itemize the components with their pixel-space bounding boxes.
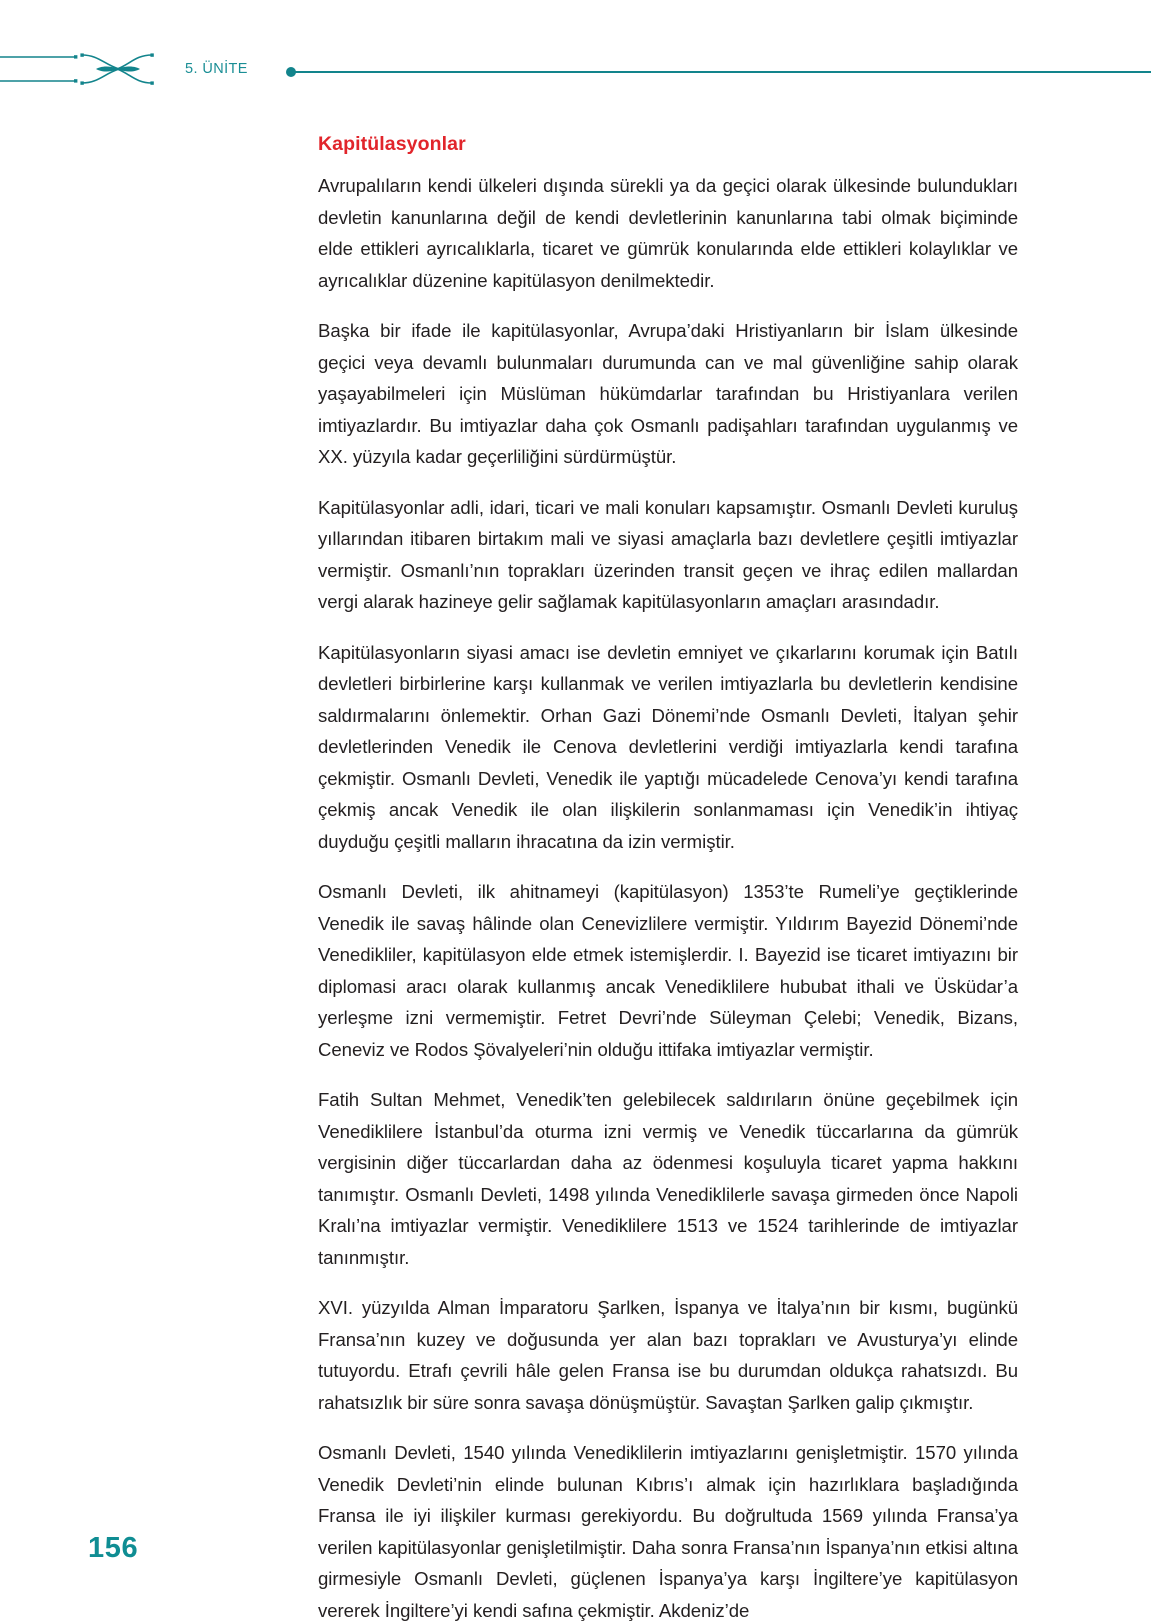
paragraph: Avrupalıların kendi ülkeleri dışında sürekli ya da geçici olarak ülkesinde bulundukları devletin kanunlarına değil de kendi devletlerinin kanunlarına tabi olmak biçiminde elde ettikleri ayrıcalıklarla, ticaret ve gümrük konularında elde ettikleri kolaylıklar ve ayrıcalıklar düzenine kapitülasyon denilmektedir. [318,175,1018,291]
page-number: 156 [88,1532,139,1564]
page-header [0,0,1151,130]
bowtie-ornament-icon [0,44,170,94]
paragraph: Osmanlı Devleti, 1540 yılında Venediklilerin imtiyazlarını genişletmiştir. 1570 yılında Venedik Devleti’nin elinde bulunan Kıbrıs’ı almak için hazırlıklara başladığında Fransa ile iyi ilişkiler kurması gerekiyordu. Bu doğrultuda 1569 yılında Fransa’ya verilen kapitülasyonlar genişletilmiştir. Daha sonra Fransa’nın İspanya’nın etkisi altına girmesiyle Osmanlı Devleti, güçlenen İspanya’ya karşı İngiltere’ye kapitülasyon vererek İngiltere’yi kendi safına çekmiştir. Akdeniz’de [318,1442,1018,1621]
paragraph: Başka bir ifade ile kapitülasyonlar, Avrupa’daki Hristiyanların bir İslam ülkesinde geçici veya devamlı bulunmaları durumunda can ve mal güvenliğine sahip olarak yaşayabilmeleri için Müslüman hükümdarlar tarafından bu Hristiyanlara verilen imtiyazlardır. Bu imtiyazlar daha çok Osmanlı padişahları tarafından uygulanmış ve XX. yüzyıla kadar geçerliliğini sürdürmüştür. [318,320,1018,468]
unit-label: 5. ÜNİTE [185,61,248,77]
paragraph: Kapitülasyonlar adli, idari, ticari ve mali konuları kapsamıştır. Osmanlı Devleti kuruluş yıllarından itibaren birtakım mali ve siyasi amaçlarla bazı devletlere çeşitli imtiyazlar vermiştir. Osmanlı’nın toprakları üzerinden transit geçen ve ihraç edilen mallardan vergi alarak hazineye gelir sağlamak kapitülasyonların amaçları arasındadır. [318,496,1018,613]
text-column [318,133,1018,1624]
header-rule [293,71,1151,73]
paragraph: Fatih Sultan Mehmet, Venedik’ten gelebilecek saldırıların önüne geçebilmek için Venediklilere İstanbul’da oturma izni vermiş ve Venedik tüccarlarına da gümrük vergisinin diğer tüccarlardan daha az ödenmesi koşuluyla ticaret yapma hakkını tanımıştır. Osmanlı Devleti, 1498 yılında Venediklilerle savaşa girmeden önce Napoli Kralı’na imtiyazlar vermiştir. Venediklilere 1513 ve 1524 tarihlerinde de imtiyazlar tanınmıştır. [318,1089,1018,1268]
paragraph: Osmanlı Devleti, ilk ahitnameyi (kapitülasyon) 1353’te Rumeli’ye geçtiklerinde Venedik ile savaş hâlinde olan Cenevizlilere vermiştir. Yıldırım Bayezid Dönemi’nde Venedikliler, kapitülasyon elde etmek istemişlerdir. I. Bayezid ise ticaret imtiyazını bir diplomasi aracı olarak kullanmış ancak Venediklilere hububat ithali ve Üsküdar’a yerleşme izni vermemiştir. Fetret Devri’nde Süleyman Çelebi; Venedik, Bizans, Ceneviz ve Rodos Şövalyeleri’nin olduğu ittifaka imtiyazlar vermiştir. [318,881,1018,1060]
paragraph: XVI. yüzyılda Alman İmparatoru Şarlken, İspanya ve İtalya’nın bir kısmı, bugünkü Fransa’nın kuzey ve doğusunda yer alan bazı toprakları ve Avusturya’yı elinde tutuyordu. Etrafı çevrili hâle gelen Fransa ise bu durumdan oldukça rahatsızdı. Bu rahatsızlık bir süre sonra savaşa dönüşmüştür. Savaştan Şarlken galip çıkmıştır. [318,1297,1018,1413]
paragraph: Kapitülasyonların siyasi amacı ise devletin emniyet ve çıkarlarını korumak için Batılı devletleri birbirlerine karşı kullanmak ve verilen imtiyazlarla bu devletlerin kendisine saldırmalarını önlemektir. Orhan Gazi Dönemi’nde Osmanlı Devleti, İtalyan şehir devletlerinden Venedik ile Cenova devletlerini verdiği imtiyazlarla kendi tarafına çekmiştir. Osmanlı Devleti, Venedik ile yaptığı mücadelede Cenova’yı kendi tarafına çekmiş ancak Venedik ile olan ilişkilerin sonlanmaması için Venedik’in ihtiyaç duyduğu çeşitli malların ihracatına da izin vermiştir. [318,641,1018,852]
section-title: Kapitülasyonlar [318,133,466,155]
